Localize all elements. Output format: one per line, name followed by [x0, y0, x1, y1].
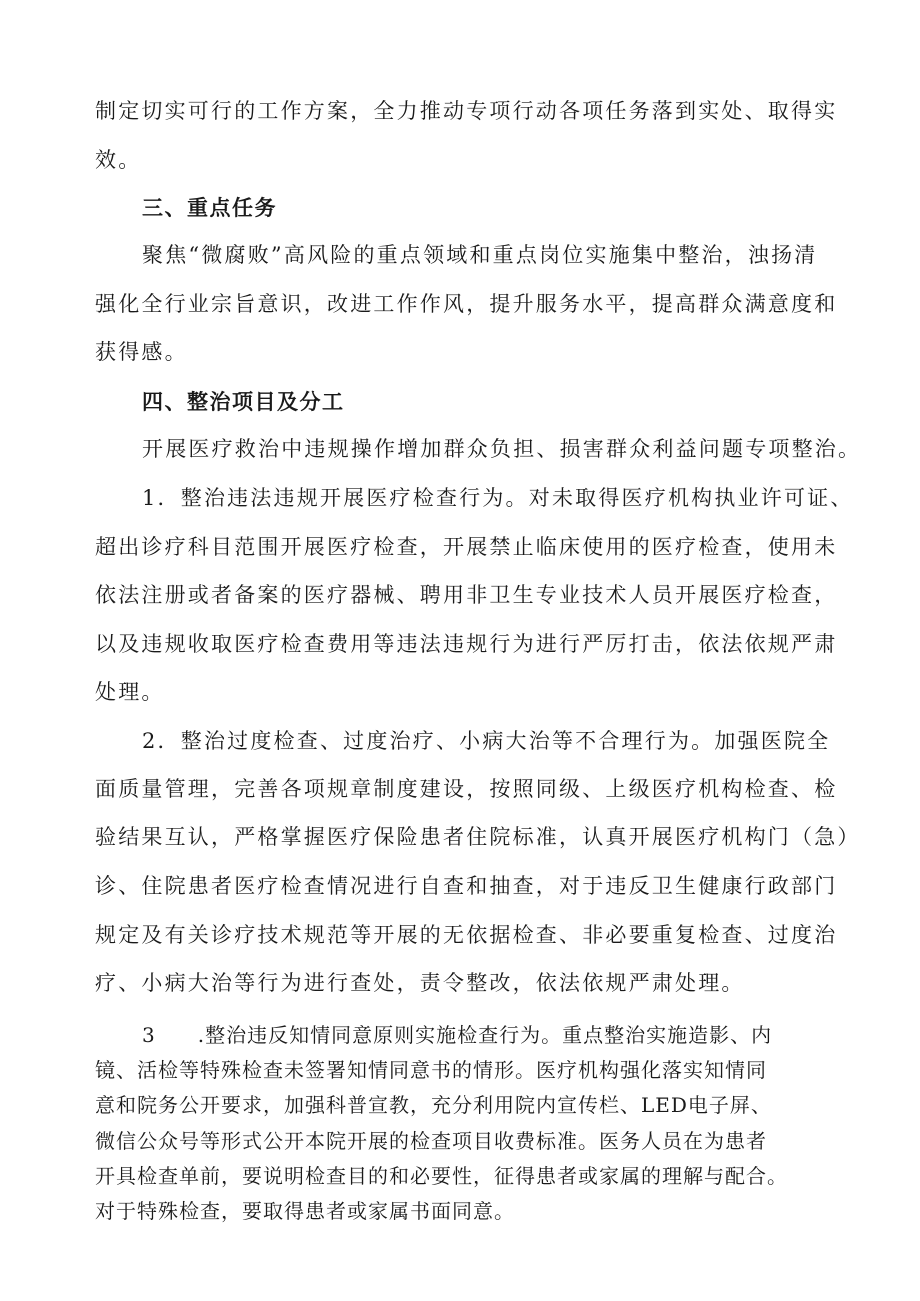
list-item-2-line: 验结果互认，严格掌握医疗保险患者住院标准，认真开展医疗机构门（急）	[95, 825, 861, 849]
list-item-1-line: 依法注册或者备案的医疗器械、聘用非卫生专业技术人员开展医疗检查，	[95, 583, 838, 607]
paragraph-line: 制定切实可行的工作方案，全力推动专项行动各项任务落到实处、取得实	[95, 99, 838, 123]
list-item-1-line: 1．整治违法违规开展医疗检查行为。对未取得医疗机构执业许可证、	[142, 486, 854, 510]
list-item-3-line: 镜、活检等特殊检查未签署知情同意书的情形。医疗机构强化落实知情同	[95, 1058, 767, 1082]
list-item-3-line: 开具检查单前，要说明检查目的和必要性，征得患者或家属的理解与配合。	[95, 1164, 788, 1188]
list-item-2-line: 面质量管理，完善各项规章制度建设，按照同级、上级医疗机构检查、检	[95, 777, 838, 801]
paragraph-line: 聚焦“微腐败”高风险的重点领域和重点岗位实施集中整治，浊扬清	[142, 243, 818, 267]
list-item-3-line: 微信公众号等形式公开本院开展的检查项目收费标准。医务人员在为患者	[95, 1129, 767, 1153]
paragraph-line: 效。	[95, 148, 142, 172]
list-item-1-line: 处理。	[95, 680, 165, 704]
list-item-2-line: 规定及有关诊疗技术规范等开展的无依据检查、非必要重复检查、过度治	[95, 923, 838, 947]
section-heading-key-tasks: 三、重点任务	[142, 196, 277, 220]
list-item-2-line: 疗、小病大治等行为进行查处，责令整改，依法依规严肃处理。	[95, 971, 745, 995]
list-item-3-text: .整治违反知情同意原则实施检查行为。重点整治实施造影、内	[197, 1023, 773, 1047]
list-item-2-line: 2．整治过度检查、过度治疗、小病大治等不合理行为。加强医院全	[142, 729, 831, 753]
list-item-3-line	[142, 1025, 772, 1045]
list-item-2-line: 诊、住院患者医疗检查情况进行自查和抽查，对于违反卫生健康行政部门	[95, 874, 838, 898]
list-item-1-line: 超出诊疗科目范围开展医疗检查，开展禁止临床使用的医疗检查，使用未	[95, 535, 838, 559]
list-item-3-number: 3	[142, 1023, 156, 1047]
list-item-1-line: 以及违规收取医疗检查费用等违法违规行为进行严厉打击，依法依规严肃	[95, 632, 838, 656]
list-item-3-line: 对于特殊检查，要取得患者或家属书面同意。	[95, 1199, 515, 1223]
list-item-3-line: 意和院务公开要求，加强科普宣教，充分利用院内宣传栏、LED电子屏、	[95, 1093, 772, 1117]
paragraph-line: 获得感。	[95, 340, 188, 364]
section-heading-projects: 四、整治项目及分工	[142, 390, 345, 414]
paragraph-line: 开展医疗救治中违规操作增加群众负担、损害群众利益问题专项整治。	[142, 437, 862, 461]
paragraph-line: 强化全行业宗旨意识，改进工作作风，提升服务水平，提高群众满意度和	[95, 292, 838, 316]
